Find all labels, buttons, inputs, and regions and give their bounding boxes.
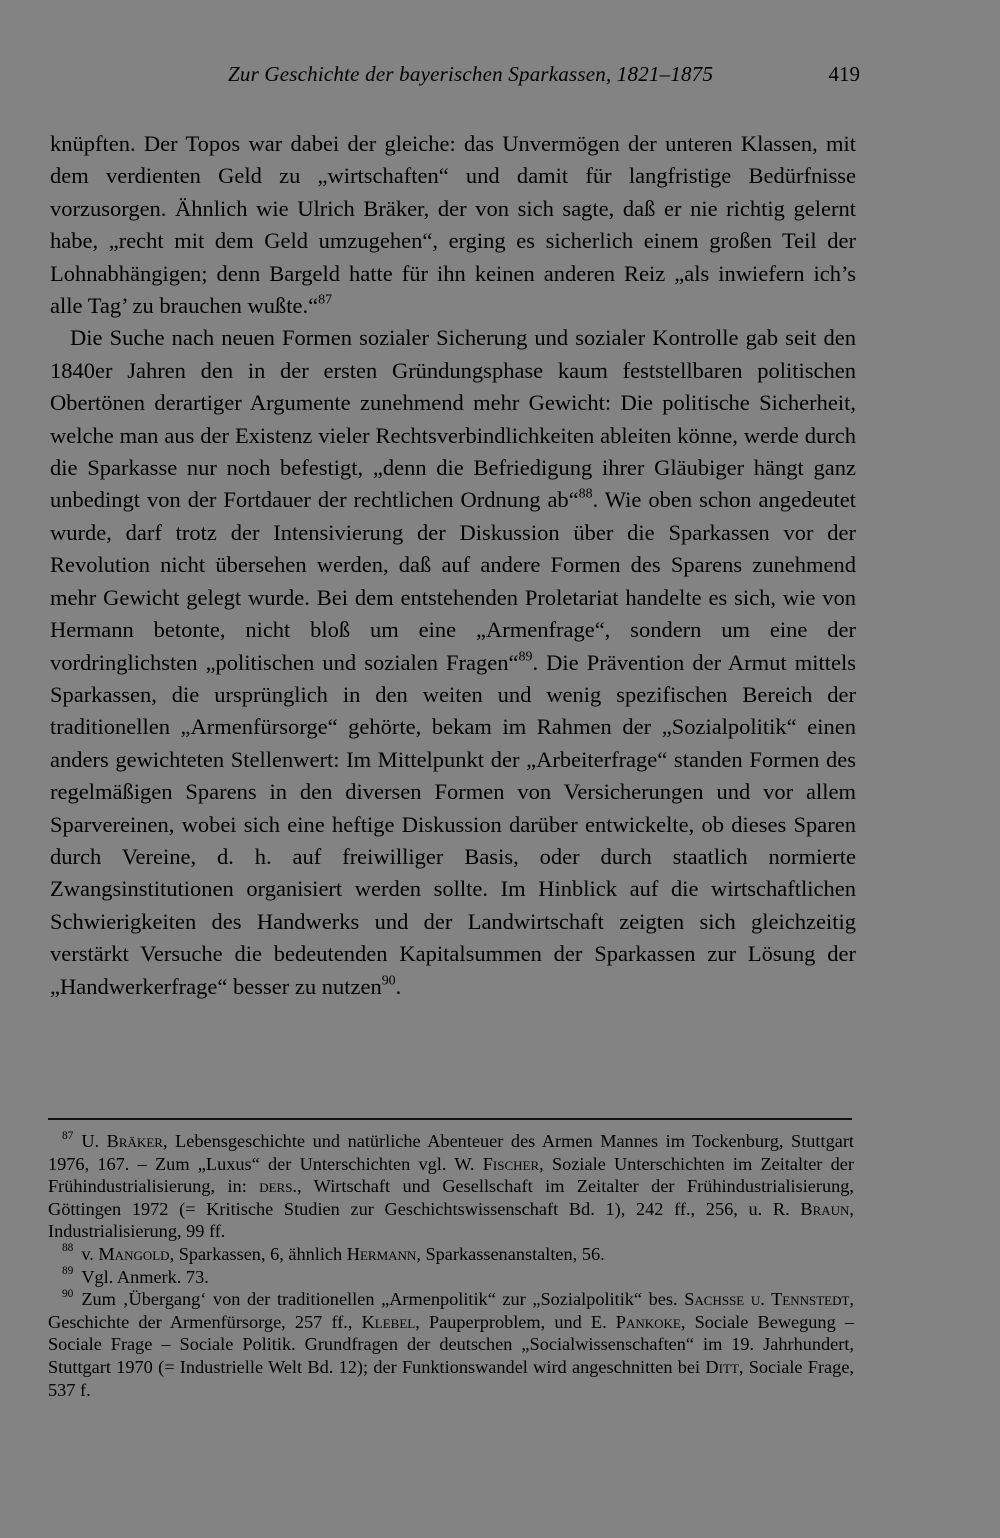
footnote-text: Zum ‚Übergang‘ von der traditionellen „Armenpolitik“ zur „Sozialpolitik“ bes. xyxy=(81,1289,685,1310)
paragraph-2 xyxy=(50,322,856,1003)
footnote-88 xyxy=(48,1243,854,1266)
footnote-text: , Wirtschaft und Gesellschaft im Zeitalter der Frühindustrialisierung, Göttingen 1972 (= Kritische Studien zur Geschichtswissenschaft Bd. 1), 242 ff., 256, u. R. xyxy=(48,1176,854,1219)
running-title: Zur Geschichte der bayerischen Sparkassen, 1821–1875 xyxy=(228,62,714,86)
running-head xyxy=(48,62,860,96)
footnote-number: 90 xyxy=(62,1287,74,1300)
footnote-ref-87: 87 xyxy=(318,292,333,308)
author-name: Mangold xyxy=(98,1243,170,1264)
footnote-text: v. xyxy=(81,1243,99,1264)
page-number: 419 xyxy=(828,62,860,86)
footnote-text: , Sparkassen, 6, ähnlich xyxy=(169,1243,347,1264)
footnote-number: 89 xyxy=(62,1265,74,1278)
footnote-87 xyxy=(48,1130,854,1243)
footnote-ref-89: 89 xyxy=(518,648,533,664)
paragraph-2-text-a: Die Suche nach neuen Formen sozialer Sicherung und sozialer Kontrolle gab seit den 1840er Jahren den in der ersten Gründungsphase kaum feststellbaren politischen Obertönen derartiger Argumente zunehmend mehr Gewicht: Die politische Sicherheit, welche man aus der Existenz vieler Rechtsverbindlichkeiten ableiten könne, werde durch die Sparkasse nur noch befestigt, „denn die Befriedigung ihrer Gläubiger hängt ganz unbedingt von der Fortdauer der rechtlichen Ordnung ab“ xyxy=(50,325,856,513)
footnote-text: , Sociale Bewegung – Sociale Frage – Sociale Politik. Grundfragen der deutschen „Socialwissenschaften“ im 19. Jahrhundert, Stuttgart 1970 (= Industrielle Welt Bd. 12); der Funktionswandel wird angeschnitten bei xyxy=(48,1311,854,1377)
footnote-text: , Sociale Frage, 537 f. xyxy=(48,1356,855,1400)
footnote-text: , Geschichte der Armenfürsorge, 257 ff., xyxy=(48,1289,854,1332)
footnote-number: 87 xyxy=(62,1129,74,1142)
author-name: Hermann xyxy=(346,1243,417,1264)
footnotes xyxy=(48,1130,854,1401)
footnote-89 xyxy=(48,1266,854,1289)
footnote-text: , Soziale Unterschichten im Zeitalter der Frühindustrialisierung, in: xyxy=(48,1153,854,1197)
footnote-text: Vgl. Anmerk. 73. xyxy=(81,1266,209,1287)
footnote-text: , Pauperproblem, und E. xyxy=(415,1311,616,1332)
footnote-ref-90: 90 xyxy=(381,972,396,988)
paragraph-1 xyxy=(50,128,856,322)
body-text xyxy=(50,128,856,1003)
author-name: Klebel xyxy=(361,1311,416,1332)
paragraph-2-text-b: . Wie oben schon angedeutet wurde, darf trotz der Intensivierung der Diskussion über die Sparkassen vor der Revolution nicht übersehen werden, daß auf andere Formen des Sparens zunehmend mehr Gewicht gelegt wurde. Bei dem entstehenden Proletariat handelte es sich, wie von Hermann betonte, nicht bloß um eine „Armenfrage“, sondern um eine der vordringlichsten „politischen und sozialen Fragen“ xyxy=(50,487,856,675)
footnote-divider xyxy=(48,1118,852,1120)
footnote-text: , Sparkassenanstalten, 56. xyxy=(416,1243,605,1264)
footnote-number: 88 xyxy=(62,1242,74,1255)
author-name: Pankoke xyxy=(615,1311,681,1332)
footnote-text: U. xyxy=(81,1131,107,1151)
author-name: Braun xyxy=(800,1198,850,1219)
author-name: Fischer xyxy=(482,1153,540,1174)
author-name: Bräker xyxy=(106,1131,163,1151)
footnote-text: , Lebensgeschichte und natürliche Abenteuer des Armen Mannes im Tockenburg, Stuttgart 1976, 167. – Zum „Luxus“ der Unterschichten vgl. W. xyxy=(48,1131,855,1174)
author-name: Sachsse u. Tennstedt xyxy=(684,1289,850,1310)
paragraph-1-text: knüpften. Der Topos war dabei der gleiche: das Unvermögen der unteren Klassen, mit dem verdienten Geld zu „wirtschaften“ und damit für langfristige Bedürfnisse vorzusorgen. Ähnlich wie Ulrich Bräker, der von sich sagte, daß er nie richtig gelernt habe, „recht mit dem Geld umzugehen“, erging es sicherlich einem großen Teil der Lohnabhängigen; denn Bargeld hatte für ihn keinen anderen Reiz „als inwiefern ich’s alle Tag’ zu brauchen wußte.“ xyxy=(50,131,856,319)
footnote-text: , Industrialisierung, 99 ff. xyxy=(48,1198,854,1242)
paragraph-2-text-d: . xyxy=(395,973,402,999)
author-name: Ditt xyxy=(705,1356,739,1377)
author-name: ders. xyxy=(259,1176,298,1197)
footnote-90 xyxy=(48,1288,854,1401)
paragraph-2-text-c: . Die Prävention der Armut mittels Sparkassen, die ursprünglich in den weiten und wenig spezifischen Bereich der traditionellen „Armenfürsorge“ gehörte, bekam im Rahmen der „Sozialpolitik“ einen anders gewichteten Stellenwert: Im Mittelpunkt der „Arbeiterfrage“ standen Formen des regelmäßigen Sparens in den diversen Formen von Versicherungen und vor allem Sparvereinen, wobei sich eine heftige Diskussion darüber entwickelte, ob dieses Sparen durch Vereine, d. h. auf freiwilliger Basis, oder durch staatlich normierte Zwangsinstitutionen organisiert werden sollte. Im Hinblick auf die wirtschaftlichen Schwierigkeiten des Handwerks und der Landwirtschaft zeigten sich gleichzeitig verstärkt Versuche die bedeutenden Kapitalsummen der Sparkassen zur Lösung der „Handwerkerfrage“ besser zu nutzen xyxy=(50,649,857,999)
footnote-ref-88: 88 xyxy=(578,486,593,502)
